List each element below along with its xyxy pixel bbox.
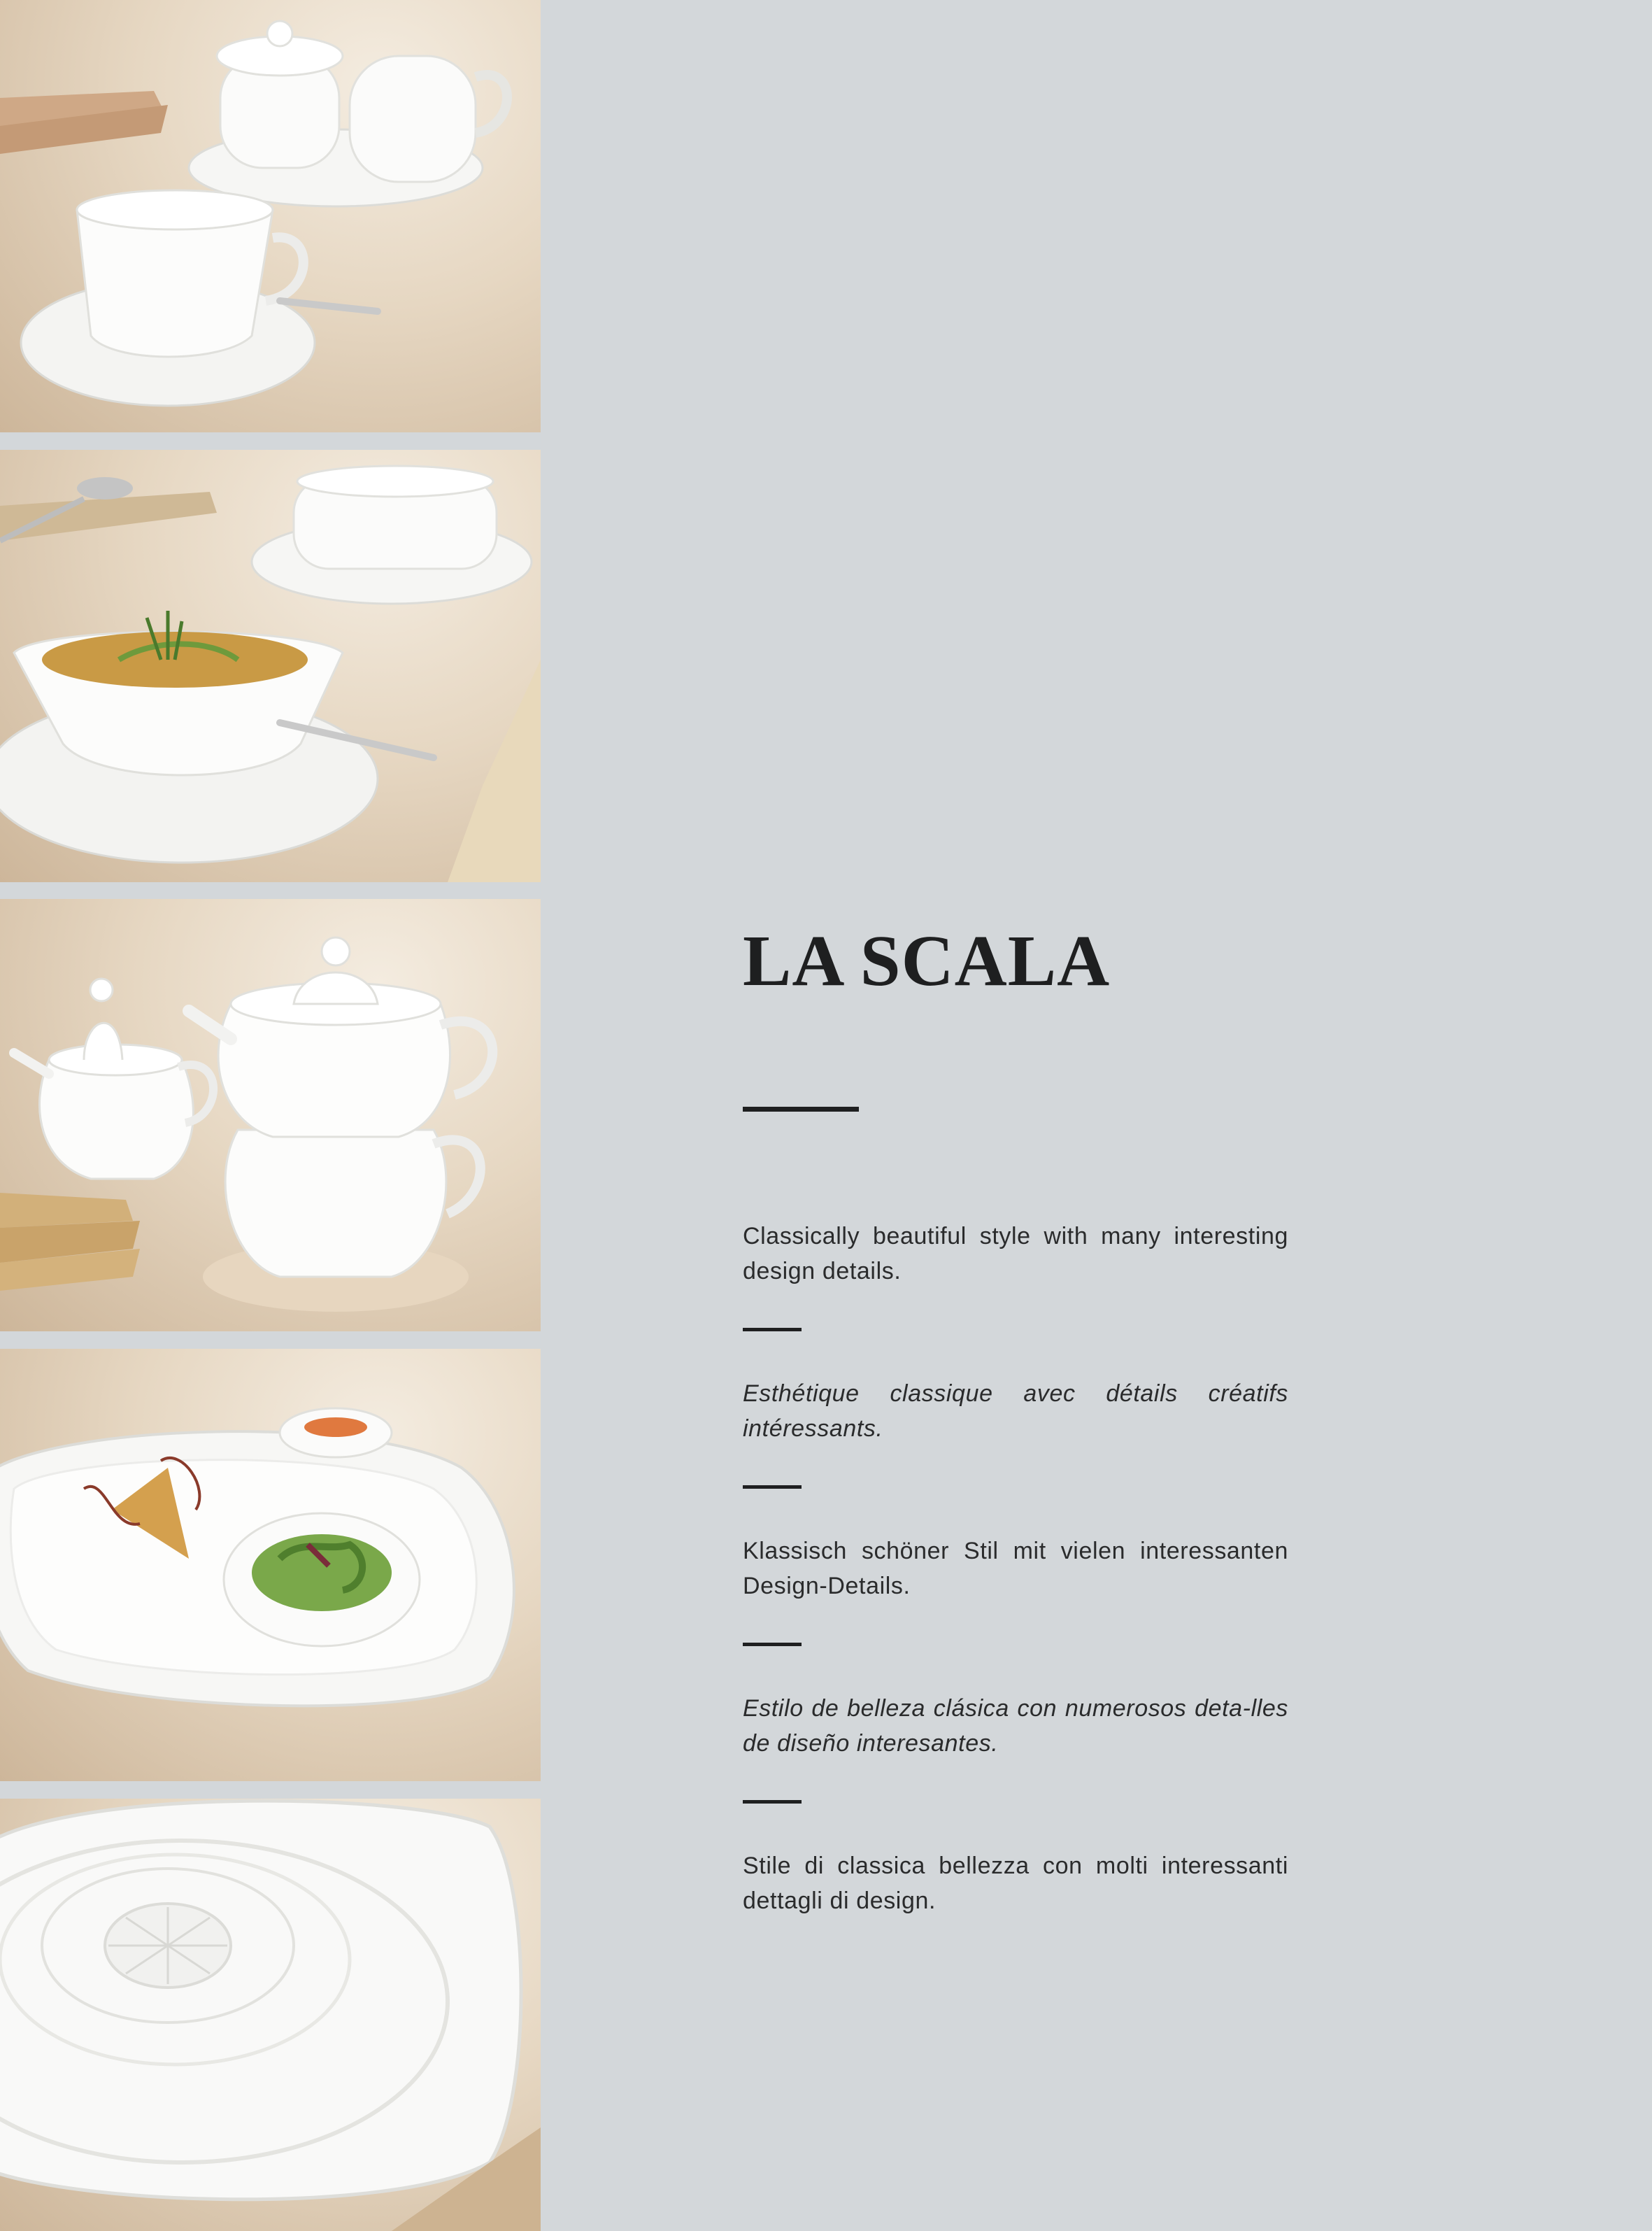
soup-bowl-illustration <box>0 450 541 882</box>
photo-column <box>0 0 541 2231</box>
description-italian: Stile di classica bellezza con molti interessanti dettagli di design. <box>743 1853 1288 1914</box>
description-english: Classically beautiful style with many interesting design details. <box>743 1223 1288 1284</box>
description-spanish: Estilo de belleza clásica con numerosos deta-lles de diseño interesantes. <box>743 1695 1288 1757</box>
saucer-closeup-illustration <box>0 1799 541 2231</box>
teapots-illustration <box>0 899 541 1331</box>
page-title: LA SCALA <box>743 921 1111 1001</box>
teapots-photo <box>0 899 541 1331</box>
saucer-closeup-photo <box>0 1799 541 2231</box>
divider-2 <box>743 1485 802 1489</box>
serving-platter-photo <box>0 1349 541 1781</box>
description-german: Klassisch schöner Stil mit vielen interessanten Design-Details. <box>743 1538 1288 1599</box>
divider-1 <box>743 1328 802 1331</box>
title-divider <box>743 1107 859 1112</box>
description-french: Esthétique classique avec détails créatifs intéressants. <box>743 1380 1288 1442</box>
cup-and-creamer-illustration <box>0 0 541 432</box>
divider-3 <box>743 1643 802 1646</box>
soup-bowl-photo <box>0 450 541 882</box>
cup-and-creamer-set-photo <box>0 0 541 432</box>
divider-4 <box>743 1800 802 1804</box>
serving-platter-illustration <box>0 1349 541 1781</box>
